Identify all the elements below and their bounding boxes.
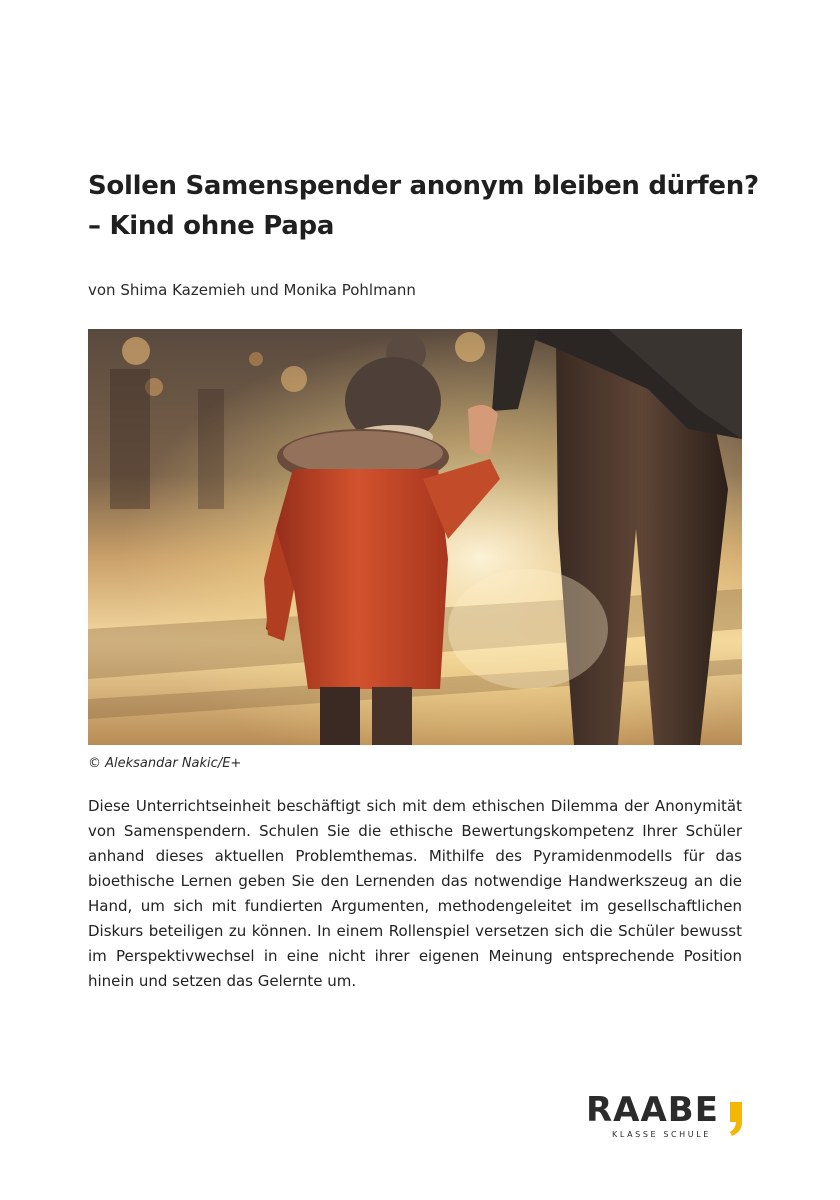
cover-photo <box>88 329 742 745</box>
logo-wordmark: RAABE <box>586 1090 719 1130</box>
document-title: Sollen Samenspender anonym bleiben dürfen? – Kind ohne Papa <box>88 171 759 241</box>
logo-tagline: KLASSE SCHULE <box>612 1130 711 1139</box>
photo-credit: © Aleksandar Nakic/E+ <box>88 756 242 771</box>
raabe-logo <box>586 1090 746 1146</box>
intro-paragraph: Diese Unterrichtseinheit beschäftigt sich mit dem ethischen Dilemma der Anonymität von Samenspendern. Schulen Sie die ethische Bewertungskompetenz Ihrer Schüler anhand dieses aktuellen Problemthemas. Mithilfe des Pyramidenmodells für das bioethische Lernen geben Sie den Lernenden das notwendige Handwerkszeug an die Hand, um sich mit fundierten Argumenten, methodengeleitet im gesellschaftlichen Diskurs beteiligen zu können. In einem Rollenspiel versetzen sich die Schüler bewusst im Perspektivwechsel in eine nicht ihrer eigenen Meinung entsprechende Position hinein und setzen das Gelernte um. <box>88 797 742 990</box>
document-authors: von Shima Kazemieh und Monika Pohlmann <box>88 281 416 299</box>
logo-comma-icon <box>728 1102 742 1136</box>
